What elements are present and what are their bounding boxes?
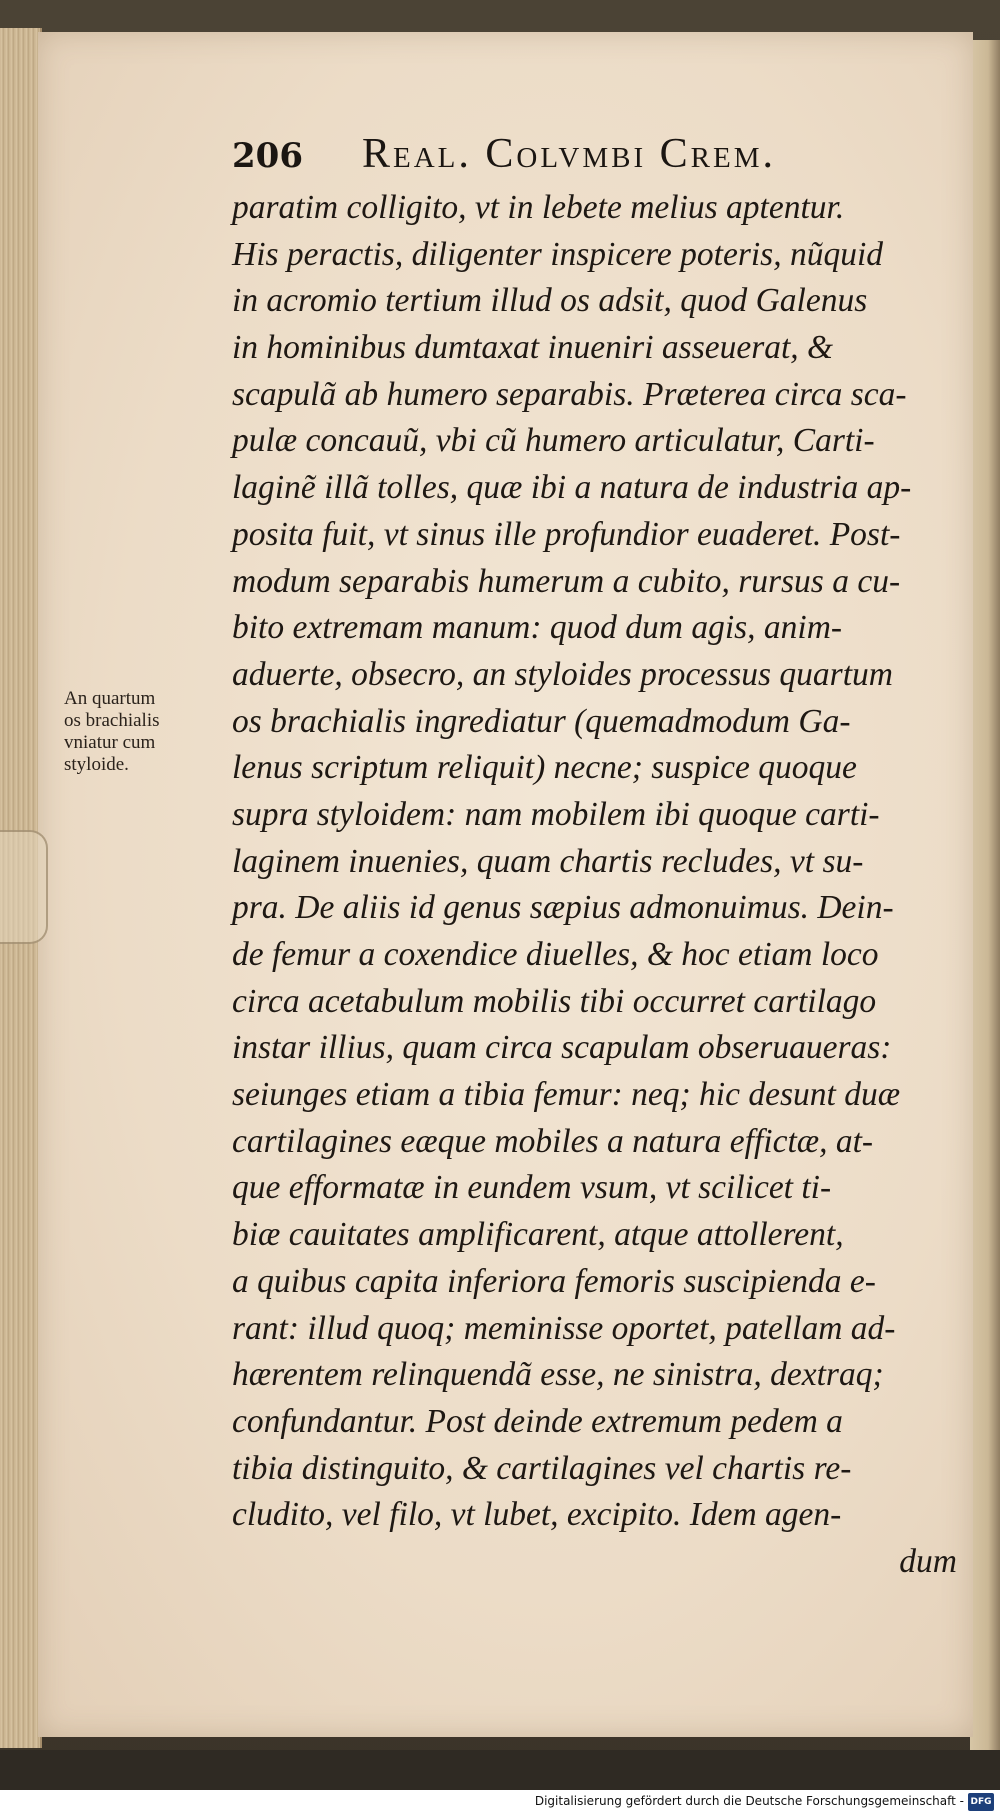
- text-line: os brachialis ingrediatur (quemadmodum Ga-: [232, 702, 851, 740]
- text-line: His peractis, diligenter inspicere poteris, nũquid: [232, 235, 884, 273]
- text-line: pulæ concauũ, vbi cũ humero articulatur, Carti-: [232, 422, 875, 460]
- marginal-note: [64, 688, 224, 776]
- footer-bar: [0, 1790, 1000, 1816]
- page-header: [232, 130, 952, 190]
- text-line: instar illius, quam circa scapulam obseruaueras:: [232, 1029, 892, 1067]
- page-number: 206: [232, 136, 303, 176]
- text-line: scapulã ab humero separabis. Præterea circa sca-: [232, 375, 907, 413]
- text-line: modum separabis humerum a cubito, rursus a cu-: [232, 562, 901, 600]
- book-bottom-edge: [0, 1750, 1000, 1790]
- body-text: [232, 185, 957, 1586]
- text-line: que efformatæ in eundem vsum, vt scilicet ti-: [232, 1169, 832, 1207]
- dfg-logo-icon: DFG: [968, 1793, 994, 1811]
- marginal-note-line: An quartum: [64, 688, 156, 709]
- page-tab: [0, 830, 48, 944]
- text-line: supra styloidem: nam mobilem ibi quoque carti-: [232, 795, 880, 833]
- book-edge-right: [970, 40, 1000, 1750]
- marginal-note-line: vniatur cum: [64, 732, 156, 753]
- catchword: dum: [899, 1542, 957, 1580]
- text-line: aduerte, obsecro, an styloides processus quartum: [232, 655, 893, 693]
- text-line: cludito, vel filo, vt lubet, excipito. Idem agen-: [232, 1496, 842, 1534]
- funding-credit: Digitalisierung gefördert durch die Deutsche Forschungsgemeinschaft -: [534, 1794, 964, 1808]
- text-line: de femur a coxendice diuelles, & hoc etiam loco: [232, 936, 879, 973]
- text-line: in hominibus dumtaxat inueniri asseuerat, &: [232, 329, 834, 367]
- text-line: biæ cauitates amplificarent, atque attollerent,: [232, 1216, 844, 1254]
- text-line: posita fuit, vt sinus ille profundior euaderet. Post-: [232, 515, 901, 553]
- text-line: in acromio tertium illud os adsit, quod Galenus: [232, 282, 868, 320]
- text-line: laginem inuenies, quam chartis recludes, vt su-: [232, 842, 864, 880]
- text-line: laginẽ illã tolles, quæ ibi a natura de industria ap-: [232, 469, 912, 507]
- text-line: cartilagines eæque mobiles a natura effictæ, at-: [232, 1122, 874, 1160]
- text-line: pra. De aliis id genus sæpius admonuimus. Dein-: [232, 889, 894, 927]
- text-line: seiunges etiam a tibia femur: neq; hic desunt duæ: [232, 1076, 901, 1114]
- marginal-note-line: styloide.: [64, 754, 129, 775]
- text-line: tibia distinguito, & cartilagines vel chartis re-: [232, 1449, 852, 1487]
- text-line: lenus scriptum reliquit) necne; suspice quoque: [232, 749, 857, 787]
- text-line: paratim colligito, vt in lebete melius aptentur.: [232, 189, 845, 226]
- marginal-note-line: os brachialis: [64, 710, 160, 731]
- text-line: hærentem relinquendã esse, ne sinistra, dextraq;: [232, 1356, 884, 1394]
- text-line: a quibus capita inferiora femoris suscipienda e-: [232, 1262, 876, 1300]
- text-line: confundantur. Post deinde extremum pedem a: [232, 1402, 843, 1440]
- text-line: circa acetabulum mobilis tibi occurret cartilago: [232, 982, 877, 1020]
- text-line: rant: illud quoq; meminisse oportet, patellam ad-: [232, 1309, 896, 1347]
- text-line: bito extremam manum: quod dum agis, anim-: [232, 609, 843, 647]
- running-head: Real. Colvmbi Crem.: [362, 131, 776, 177]
